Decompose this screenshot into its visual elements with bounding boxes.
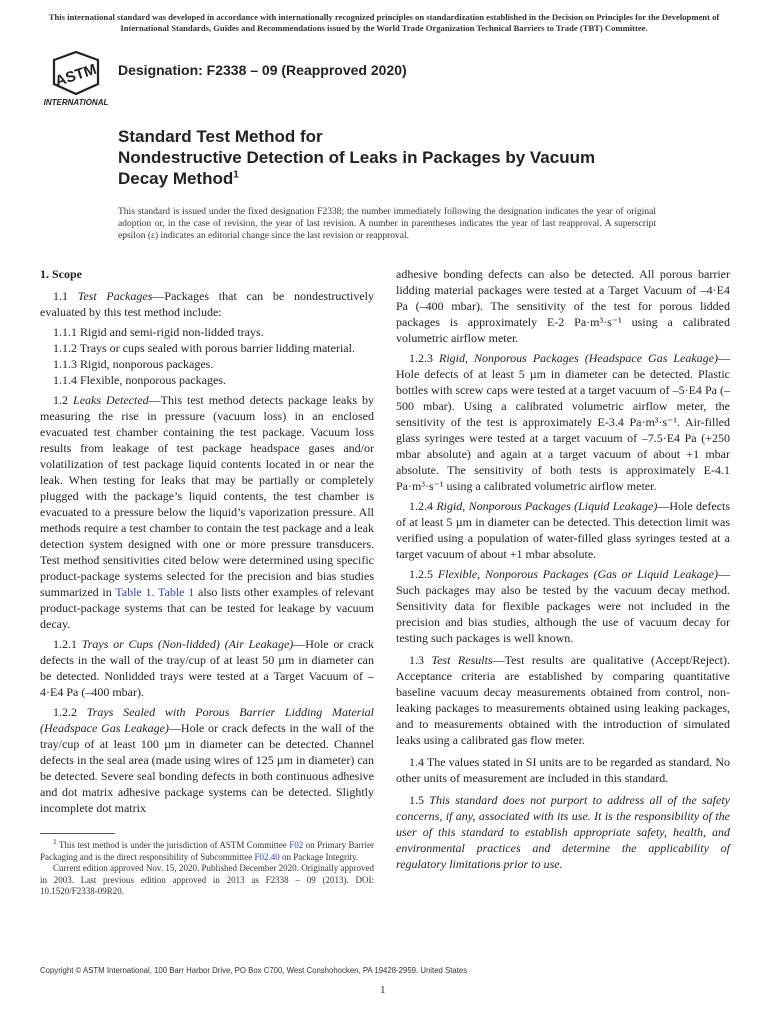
document-title [118,126,678,189]
section-1-1-4: 1.1.4 Flexible, nonporous packages. [53,373,226,387]
section-1-2-3: 1.2.3 Rigid, Nonporous Packages (Headspace Gas Leakage)—Hole defects of at least 5 µm in diameter can be detected. Plastic bottles with screw caps were tested at a target vacuum of –5·E4 Pa (–500 mbar). Using a calibrated volumetric airflow meter, the sensitivity of the test is approximately E-3.4 Pa·m³·s⁻¹. Air-filled glass syringes were tested at a target vacuum of –7.5·E4 Pa (+250 mbar absolute) and again at a target vacuum of about +1 mbar absolute. The sensitivity of both tests is approximately E-4.1 Pa·m³·s⁻¹ using a calibrated volumetric airflow meter. [396,351,731,493]
footnote [40,837,374,898]
footnote-edition: Current edition approved Nov. 15, 2020. Published December 2020. Originally approved in 2003. Last previous edition approved in 2013 as F2338 – 09 (2013). DOI: 10.1520/F2338-09R20. [40,863,374,896]
section-1-4: 1.4 The values stated in SI units are to be regarded as standard. No other units of measurement are included in this standard. [396,755,730,785]
section-1-2: 1.2 Leaks Detected—This test method detects package leaks by measuring the rise in pressure (vacuum loss) in an enclosed evacuated test chamber containing the test package. Vacuum loss results from leakage of test package headspace gases and/or volatilization of test package liquid contents located in or near the leak. When testing for leaks that may be partially or completely plugged with the package’s liquid contents, the test chamber is evacuated to a pressure below the liquid’s vaporization pressure. All methods require a test chamber to contain the test package and a leak detection system designed with one or more pressure transducers. Test method sensitivities cited below were determined using specific product-package systems selected for the precision and bias studies summarized in Table 1. Table 1 also lists other examples of relevant product-package systems that can be tested for leakage by vacuum decay. [40,393,374,631]
section-1-1: 1.1 Test Packages—Packages that can be nondestructively evaluated by this test method include: [40,289,374,319]
subcommittee-f02-40-link[interactable]: F02.40 [254,851,280,862]
astm-logo-text: ASTM [53,60,99,91]
left-column [40,266,374,820]
scope-heading: 1. Scope [40,267,82,281]
section-1-1-1: 1.1.1 Rigid and semi-rigid non-lidded trays. [53,325,264,339]
section-1-2-2-continued: adhesive bonding defects can also be detected. All porous barrier lidding material packages were tested at a Target Vacuum of –4·E4 Pa (–400 mbar). The sensitivity of the test for porous lidded packages is approximately E-2 Pa·m³·s⁻¹ using a calibrated volumetric airflow meter. [396,267,730,345]
footnote-divider [40,833,115,834]
table-1-link[interactable]: Table 1. Table 1 [115,585,195,599]
section-1-2-4: 1.2.4 Rigid, Nonporous Packages (Liquid Leakage)—Hole defects of at least 5 µm in diameter can be detected. This detection limit was verified using a population of water-filled glass syringes tested at a target vacuum of about +1 mbar absolute. [396,499,730,561]
section-1-3: 1.3 Test Results—Test results are qualitative (Accept/Reject). Acceptance criteria are established by comparing quantitative baseline vacuum decay measurements obtained from control, non-leaking packages to measurements obtained using leaking packages, and to measurements obtained with the introduction of simulated leaks using a calibrated gas flow meter. [396,653,731,747]
committee-f02-link[interactable]: F02 [289,840,304,850]
title-line-1: Standard Test Method for [118,127,323,146]
astm-logo [40,50,112,108]
section-1-2-2: 1.2.2 Trays Sealed with Porous Barrier Lidding Material (Headspace Gas Leakage)—Hole or crack defects in the wall of the tray/cup of at least 100 µm in diameter can be detected. Channel defects in the seal area (made using wires of 125 µm in diameter) can be detected. Severe seal bonding defects in both continuous adhesive and dot matrix adhesive package systems can be detected. Slightly incomplete dot matrix [40,705,374,815]
section-1-1-3: 1.1.3 Rigid, nonporous packages. [53,357,214,371]
section-1-2-1: 1.2.1 Trays or Cups (Non-lidded) (Air Leakage)—Hole or crack defects in the wall of the tray/cup of at least 50 µm in diameter can be detected. Nonlidded trays were tested at a Target Vacuum of –4·E4 Pa (–400 mbar). [40,637,375,699]
title-line-3: Decay Method [118,169,234,188]
footnote-jurisdiction: $^1$ This test method is under the jurisdiction of ASTM Committee F02 on Primary Barrier Packaging and is the direct responsibility of Subcommittee F02.40 on Package Integrity. [40,837,374,862]
title-footnote-mark: 1 [233,169,239,181]
section-1-2-5: 1.2.5 Flexible, Nonporous Packages (Gas or Liquid Leakage)—Such packages may also be tested by the vacuum decay method. Sensitivity data for flexible packages were not included in the precision and bias studies, although the use of vacuum decay for testing such packages is well known. [396,567,731,645]
page-number: 1 [380,984,386,996]
title-line-2: Nondestructive Detection of Leaks in Packages by Vacuum [118,148,596,167]
standards-notice: This international standard was developed in accordance with internationally recognized principles on standardization established in the Decision on Principles for the Development of International Standards, Guides and Recommendations issued by the World Trade Organization Technical Barriers to Trade (TBT) Committee. [48,12,720,33]
copyright: Copyright © ASTM International, 100 Barr Harbor Drive, PO Box C700, West Conshohocken, PA 19428-2959. United States [40,966,468,975]
astm-logo-subtext: INTERNATIONAL [43,98,109,107]
section-1-5: 1.5 This standard does not purport to address all of the safety concerns, if any, associated with its use. It is the responsibility of the user of this standard to establish appropriate safety, health, and environmental practices and determine the applicability of regulatory limitations prior to use. [396,793,730,871]
issued-note: This standard is issued under the fixed designation F2338; the number immediately following the designation indicates the year of original adoption or, in the case of revision, the year of last revision. A number in parentheses indicates the year of last reapproval. A superscript epsilon (ε) indicates an editorial change since the last revision or reapproval. [118,207,656,241]
designation: Designation: F2338 – 09 (Reapproved 2020) [118,62,407,78]
section-1-1-2: 1.1.2 Trays or cups sealed with porous barrier lidding material. [53,341,355,355]
right-column [396,266,730,876]
